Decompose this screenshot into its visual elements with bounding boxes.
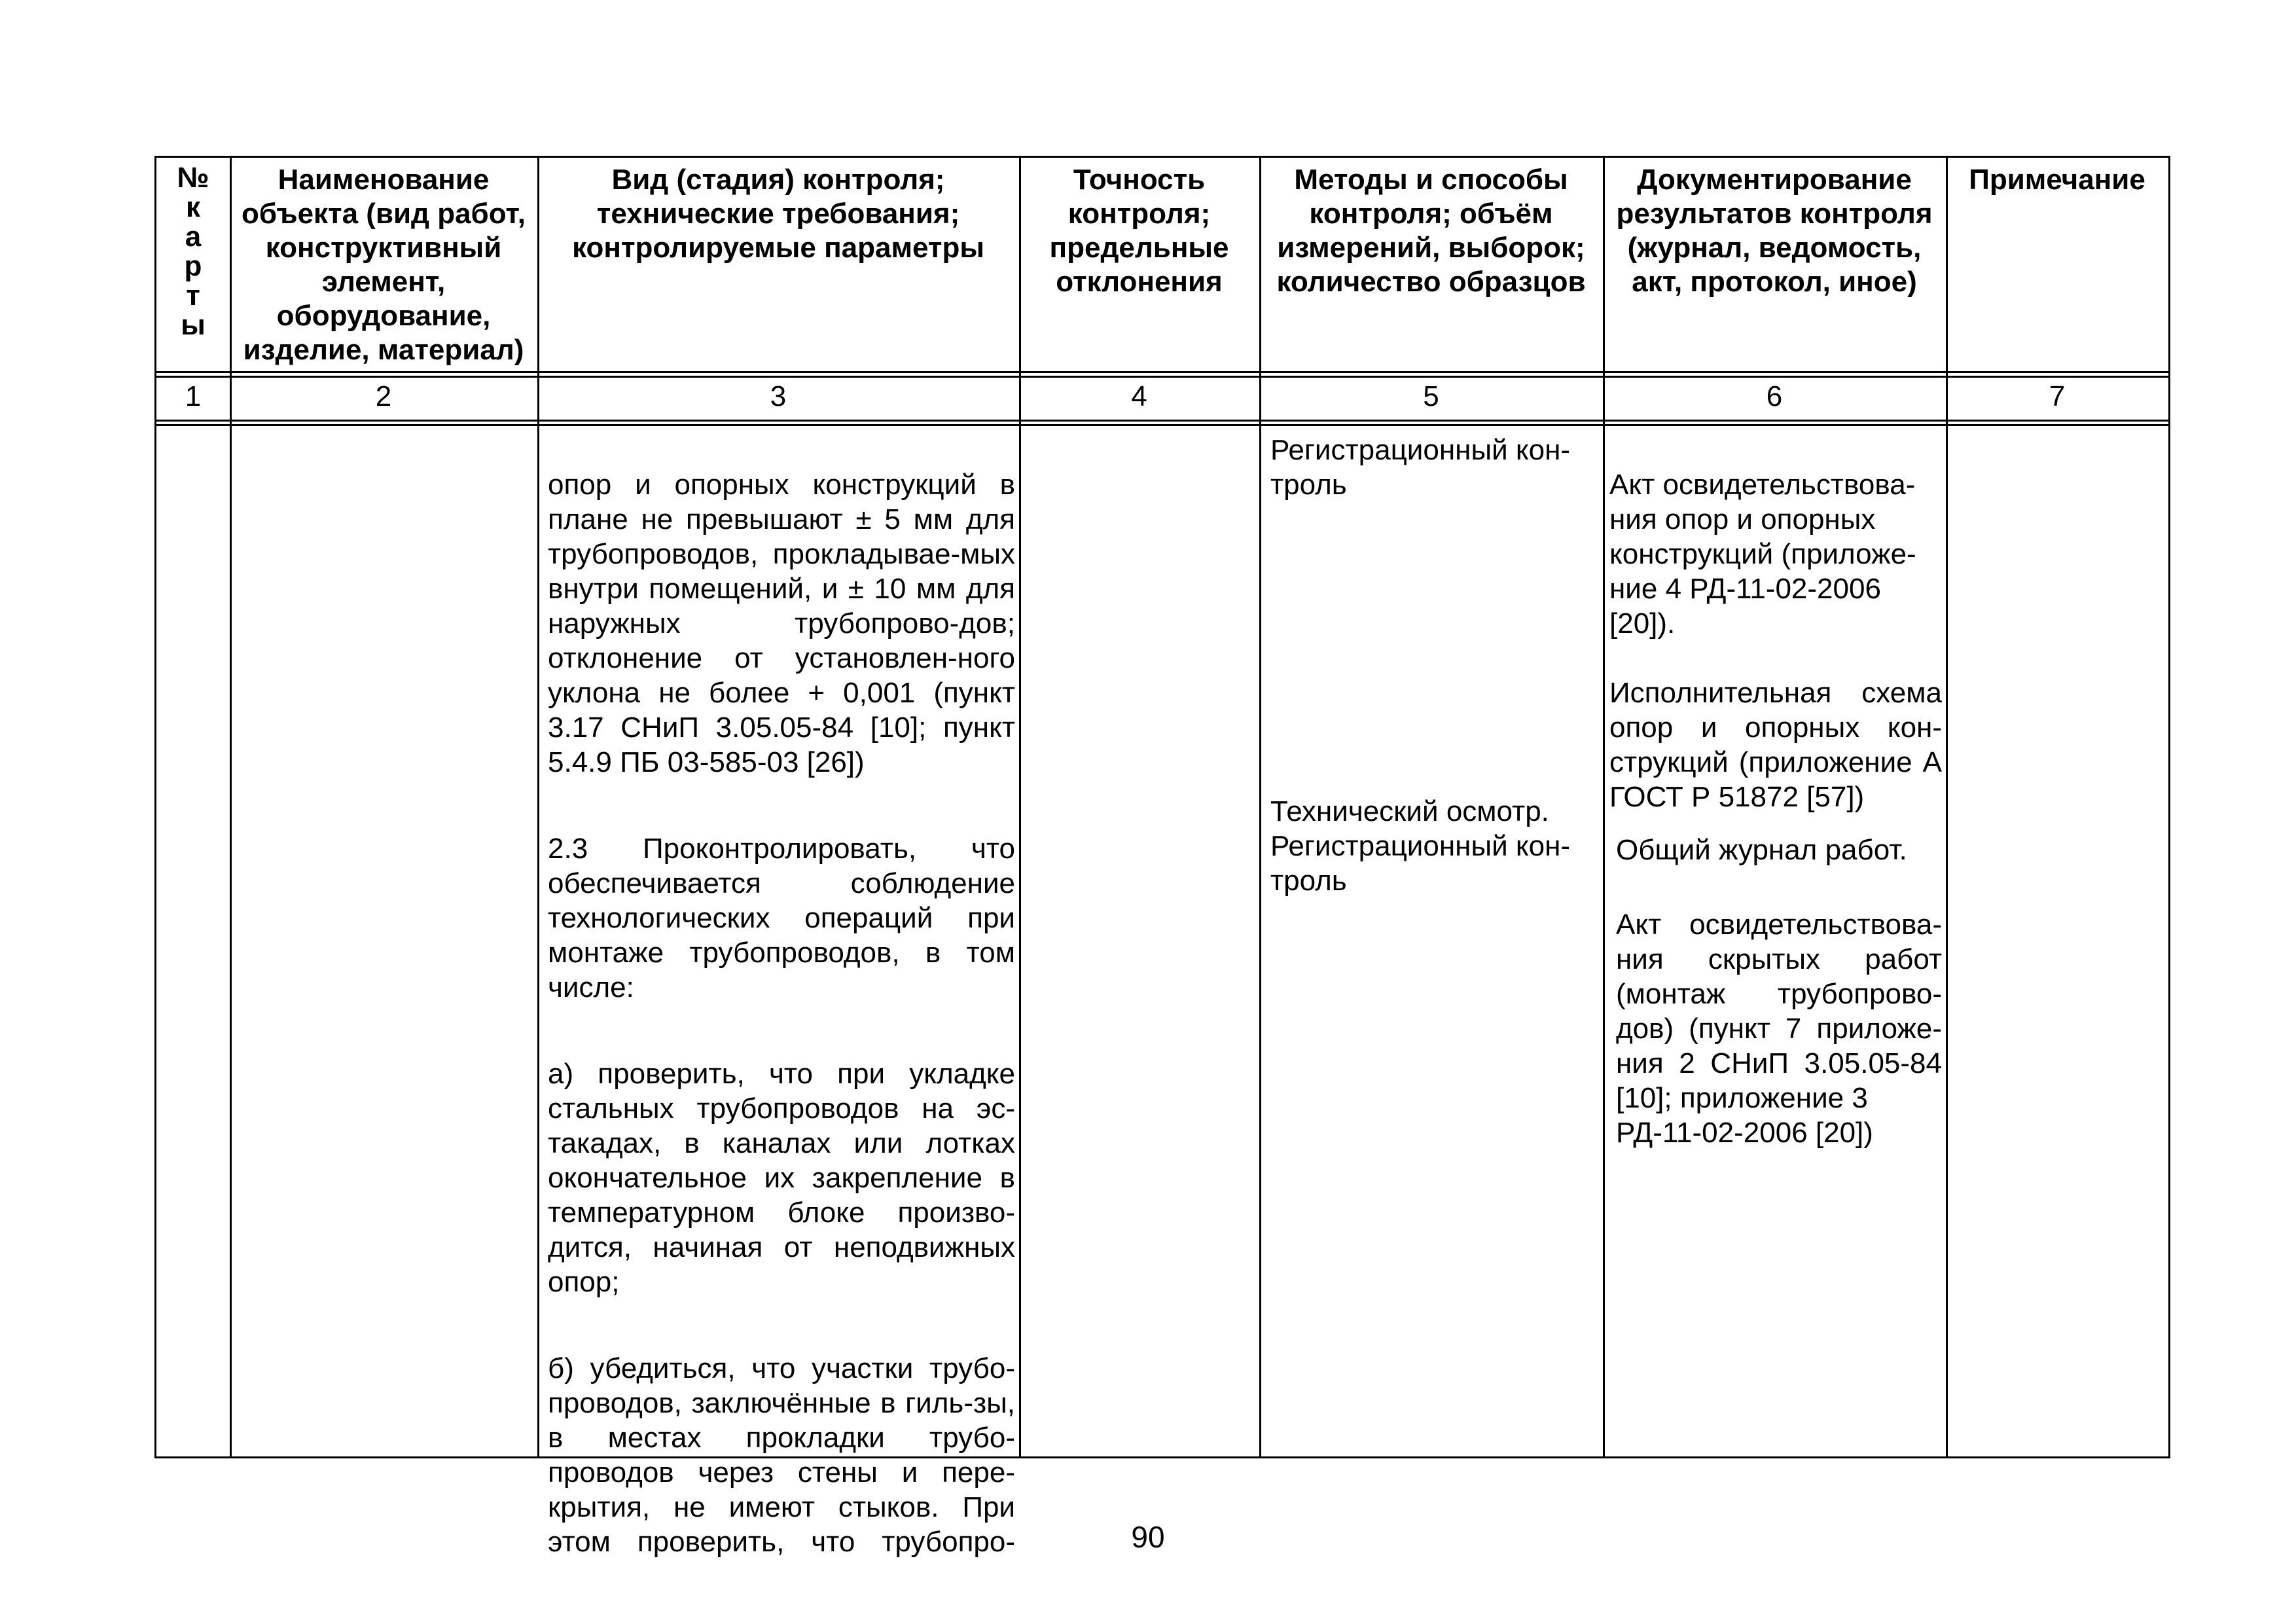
requirement-tolerance-text: опор и опорных конструкций в плане не превышают ± 5 мм для трубопроводов, прокладывае-мых внутри помещений, и ± 10 мм для наружных трубопрово-дов; отклонение от установлен-ного уклона не более + 0,001 (пункт 3.17 СНиП 3.05.05-84 [10]; пункт 5.4.9 ПБ 03-585-03 [26]) bbox=[548, 469, 1015, 778]
methods-cell-2: Технический осмотр. Регистрационный кон- троль bbox=[1270, 795, 1571, 897]
header-card-number: № к а р т ы bbox=[177, 162, 209, 341]
page-number: 90 bbox=[1131, 1520, 1165, 1554]
column-number-7: 7 bbox=[2049, 380, 2066, 412]
column-number-2: 2 bbox=[375, 380, 392, 412]
column-number-3: 3 bbox=[770, 380, 787, 412]
as-built-scheme-text: Исполнительная схема опор и опорных кон-струкций (приложение А ГОСТ Р 51872 [57]) bbox=[1609, 677, 1942, 813]
header-documentation: Документирование результатов контроля (журнал, ведомость, акт, протокол, иное) bbox=[1616, 164, 1933, 298]
general-work-log-text: Общий журнал работ. bbox=[1616, 834, 1907, 866]
requirement-a-text: а) проверить, что при укладке стальных трубопроводов на эс-такадах, в каналах или лотках окончательное их закрепление в температурном блоке произво-дится, начиная от неподвижных опор; bbox=[548, 1058, 1015, 1298]
col-divider-4 bbox=[1259, 158, 1261, 1456]
col-divider-3 bbox=[1019, 158, 1021, 1456]
column-number-1: 1 bbox=[185, 380, 202, 412]
documentation-cell-2 bbox=[1616, 798, 1942, 1185]
header-methods: Методы и способы контроля; объём измерений, выборок; количество образцов bbox=[1276, 164, 1586, 298]
control-requirements-cell bbox=[548, 433, 1015, 1594]
requirement-b-text: б) убедиться, что участки трубо-проводов, заключённые в гиль-зы, в местах прокладки трубо-проводов через стены и пере-крытия, не имеют стыков. При этом проверить, что трубопро- bbox=[548, 1352, 1015, 1558]
requirement-2-3-text: 2.3 Проконтролировать, что обеспечивается соблюдение технологических операций при монтаже трубопроводов, в том числе: bbox=[548, 833, 1015, 1003]
col-divider-5 bbox=[1603, 158, 1605, 1456]
column-number-4: 4 bbox=[1131, 380, 1147, 412]
column-number-5: 5 bbox=[1423, 380, 1439, 412]
number-row-divider bbox=[156, 420, 2168, 426]
hidden-works-act-text: Акт освидетельствова-ния скрытых работ (монтаж трубопрово-дов) (пункт 7 приложе-ния 2 СНиП 3.05.05-84 [10]; приложение 3 РД-11-02-2006 [20]) bbox=[1616, 909, 1942, 1149]
header-object-name: Наименование объекта (вид работ, конструктивный элемент, оборудование, изделие, материал) bbox=[242, 164, 526, 366]
col-divider-2 bbox=[537, 158, 539, 1456]
header-accuracy: Точность контроля; предельные отклонения bbox=[1049, 164, 1229, 298]
header-control-type: Вид (стадия) контроля; технические требования; контролируемые параметры bbox=[572, 164, 984, 264]
methods-cell-1: Регистрационный кон- троль bbox=[1270, 434, 1571, 501]
documentation-cell-1 bbox=[1609, 433, 1942, 849]
column-number-6: 6 bbox=[1766, 380, 1783, 412]
header-note: Примечание bbox=[1969, 164, 2145, 196]
col-divider-6 bbox=[1946, 158, 1948, 1456]
support-inspection-act-text: Акт освидетельствова- ния опор и опорных конструкций (приложе- ние 4 РД-11-02-2006 [20]). bbox=[1609, 469, 1916, 640]
